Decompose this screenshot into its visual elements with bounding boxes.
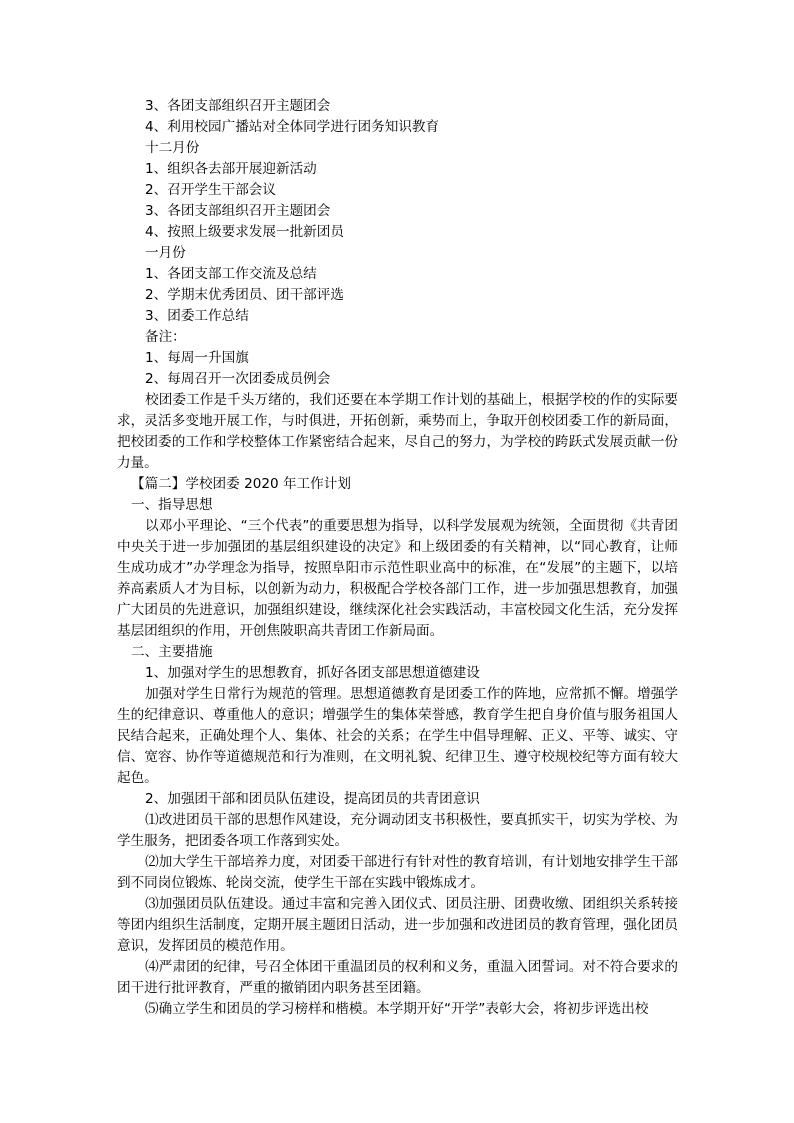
list-item: 4、按照上级要求发展一批新团员 (145, 224, 344, 240)
month-heading: 一月份 (145, 245, 186, 261)
measure-item: ⑸确立学生和团员的学习榜样和楷模。本学期开好“开学”表彰大会，将初步评选出校 (145, 1001, 649, 1017)
sub1-paragraph: 加强对学生日常行为规范的管理。思想道德教育是团委工作的阵地，应常抓不懈。增强学生的纪律意识、尊重他人的意识；增强学生的集体荣誉感，教育学生把自身价值与服务祖国人民结合起来，正确处理个人、集体、社会的关系；在学生中倡导理解、正义、平等、诚实、守信、宽容、协作等道德规范和行为准则，在文明礼貌、纪律卫生、遵守校规校纪等方面有较大起色。 (117, 686, 678, 786)
list-item: 3、各团支部组织召开主题团会 (145, 203, 331, 219)
guide-paragraph: 以邓小平理论、“三个代表”的重要思想为指导，以科学发展观为统领，全面贯彻《共青团中央关于进一步加强团的基层组织建设的决定》和上级团委的有关精神，以“同心教育，让师生成功成才”办学理念为指导，按照阜阳市示范性职业高中的标准，在“发展”的主题下，以培养高素质人才为目标，以创新为动力，积极配合学校各部门工作，进一步加强思想教育，加强广大团员的先进意识，加强组织建设，继续深化社会实践活动，丰富校园文化生活，充分发挥基层团组织的作用，开创焦陂职高共青团工作新局面。 (117, 518, 678, 639)
month-heading: 十二月份 (145, 140, 200, 156)
list-item: 3、团委工作总结 (145, 308, 249, 324)
subheading-2: 2、加强团干部和团员队伍建设，提高团员的共青团意识 (145, 791, 480, 807)
list-item: 2、每周召开一次团委成员例会 (145, 371, 331, 387)
list-item: 2、学期末优秀团员、团干部评选 (145, 287, 344, 303)
list-item: 4、利用校园广播站对全体同学进行团务知识教育 (145, 119, 440, 135)
list-item: 1、各团支部工作交流及总结 (145, 266, 317, 282)
heading-guiding-thought: 一、指导思想 (131, 497, 213, 513)
measure-item: ⑶加强团员队伍建设。通过丰富和完善入团仪式、团员注册、团费收缴、团组织关系转接等团内组织生活制度，定期开展主题团日活动，进一步加强和改进团员的教育管理，强化团员意识，发挥团员的模范作用。 (117, 896, 678, 954)
list-item: 1、组织各去部开展迎新活动 (145, 161, 317, 177)
subheading-1: 1、加强对学生的思想教育，抓好各团支部思想道德建设 (145, 665, 480, 681)
measure-item: ⑵加大学生干部培养力度，对团委干部进行有针对性的教育培训，有计划地安排学生干部到不同岗位锻炼、轮岗交流，使学生干部在实践中锻炼成才。 (117, 854, 678, 891)
measure-item: ⑴改进团员干部的思想作风建设，充分调动团支书积极性，要真抓实干，切实为学校、为学生服务，把团委各项工作落到实处。 (117, 812, 678, 849)
list-item: 2、召开学生干部会议 (145, 182, 276, 198)
closing-paragraph: 校团委工作是千头万绪的，我们还要在本学期工作计划的基础上，根据学校的作的实际要求，灵活多变地开展工作，与时俱进，开拓创新，乘势而上，争取开创校团委工作的新局面，把校团委的工作和学校整体工作紧密结合起来，尽自己的努力，为学校的跨跃式发展贡献一份力量。 (117, 392, 678, 471)
measure-item: ⑷严肃团的纪律，号召全体团干重温团员的权利和义务，重温入团誓词。对不符合要求的团干进行批评教育，严重的撤销团内职务甚至团籍。 (117, 959, 678, 996)
heading-main-measures: 二、主要措施 (131, 644, 213, 660)
list-item: 3、各团支部组织召开主题团会 (145, 98, 331, 114)
notes-heading: 备注： (145, 329, 186, 345)
list-item: 1、每周一升国旗 (145, 350, 249, 366)
section-title: 【篇二】学校团委 2020 年工作计划 (131, 476, 351, 492)
